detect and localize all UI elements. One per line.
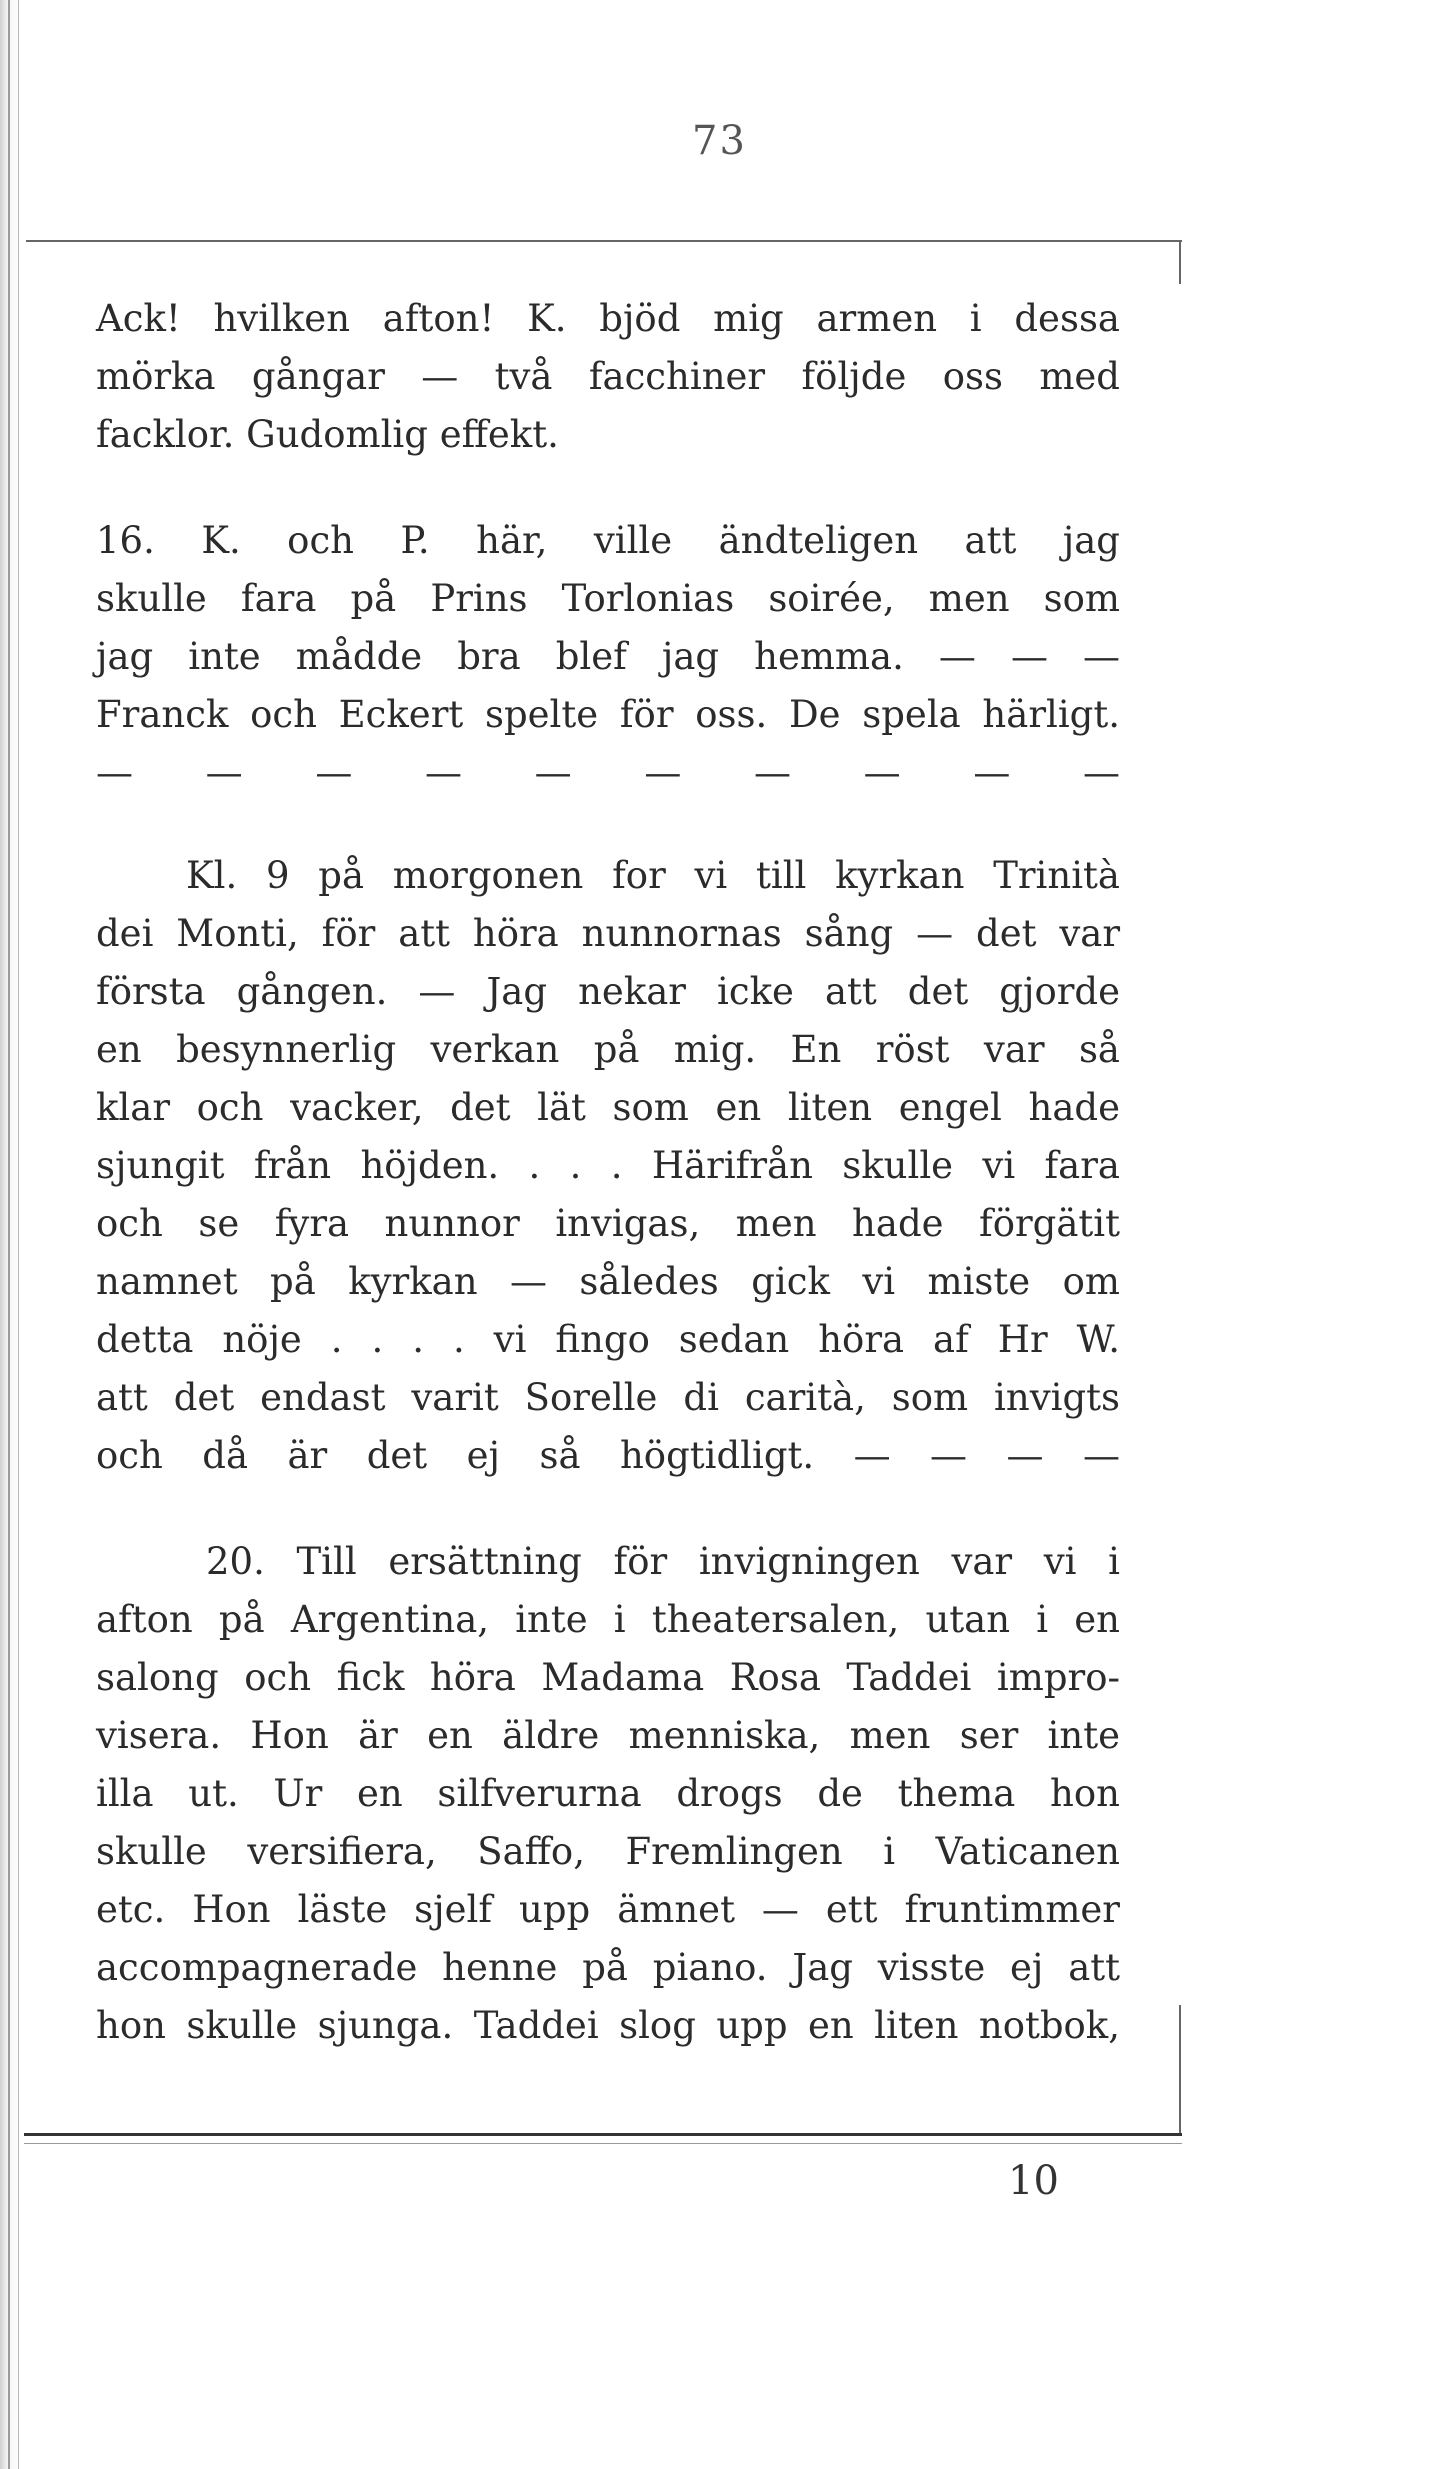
dash-separator: — — — — — — — — — — — [96, 751, 1120, 794]
text-line: Franck och Eckert spelte för oss. De spela härligt. — [96, 693, 1120, 736]
text-line: Ack! hvilken afton! K. bjöd mig armen i dessa — [96, 297, 1120, 340]
text-line: salong och fick höra Madama Rosa Taddei impro- — [96, 1656, 1120, 1699]
text-line: skulle fara på Prins Torlonias soirée, men som — [96, 577, 1120, 620]
frame-rule-right — [1179, 2005, 1181, 2135]
text-line: och då är det ej så högtidligt. — — — — — [96, 1434, 1120, 1477]
text-line: accompagnerade henne på piano. Jag visste ej att — [96, 1946, 1120, 1989]
text-line: afton på Argentina, inte i theatersalen, utan i en — [96, 1598, 1120, 1641]
binding-line — [18, 0, 19, 2469]
text-line: en besynnerlig verkan på mig. En röst var så — [96, 1028, 1120, 1071]
text-line: hon skulle sjunga. Taddei slog upp en liten notbok, — [96, 2004, 1120, 2047]
paragraph — [96, 290, 1120, 464]
text-line: klar och vacker, det lät som en liten engel hade — [96, 1086, 1120, 1129]
frame-rule-bottom — [24, 2133, 1182, 2136]
text-line: facklor. Gudomlig effekt. — [96, 413, 559, 456]
text-line: 16. K. och P. här, ville ändteligen att jag — [96, 519, 1120, 562]
text-line: sjungit från höjden. . . . Härifrån skulle vi fara — [96, 1144, 1120, 1187]
frame-rule-bottom-thin — [24, 2143, 1182, 2144]
paragraph — [96, 512, 1120, 802]
frame-rule-right — [1179, 240, 1181, 284]
text-line: visera. Hon är en äldre menniska, men ser inte — [96, 1714, 1120, 1757]
text-line: mörka gångar — två facchiner följde oss med — [96, 355, 1120, 398]
text-line: första gången. — Jag nekar icke att det gjorde — [96, 970, 1120, 1013]
text-line: namnet på kyrkan — således gick vi miste om — [96, 1260, 1120, 1303]
frame-rule-top — [26, 240, 1182, 242]
text-line: illa ut. Ur en silfverurna drogs de thema hon — [96, 1772, 1120, 1815]
text-line: att det endast varit Sorelle di carità, som invigts — [96, 1376, 1120, 1419]
text-line: och se fyra nunnor invigas, men hade förgätit — [96, 1202, 1120, 1245]
body-text — [96, 290, 1120, 2055]
paragraph — [96, 847, 1120, 1485]
paragraph — [96, 1533, 1120, 2055]
text-line: jag inte mådde bra blef jag hemma. — — — — [96, 635, 1120, 678]
binding-line — [8, 0, 10, 2469]
text-line: Kl. 9 på morgonen for vi till kyrkan Trinità — [186, 854, 1120, 897]
text-line: skulle versifiera, Saffo, Fremlingen i Vaticanen — [96, 1830, 1120, 1873]
signature-mark: 10 — [1008, 2158, 1059, 2204]
text-line: etc. Hon läste sjelf upp ämnet — ett fruntimmer — [96, 1888, 1120, 1931]
page-number: 73 — [692, 118, 747, 164]
text-line: detta nöje . . . . vi fingo sedan höra af Hr W. — [96, 1318, 1120, 1361]
text-line: dei Monti, för att höra nunnornas sång — det var — [96, 912, 1120, 955]
text-line: 20. Till ersättning för invigningen var vi i — [206, 1540, 1120, 1583]
